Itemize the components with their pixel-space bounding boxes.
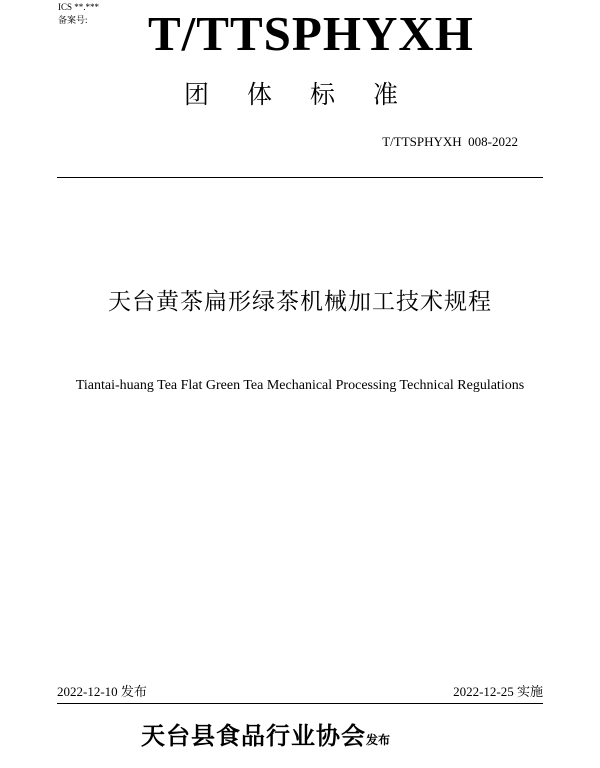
publisher-name: 天台县食品行业协会	[141, 722, 366, 750]
publisher-suffix: 发布	[366, 733, 391, 747]
standard-number: T/TTSPHYXH 008-2022	[382, 134, 518, 149]
document-title-chinese: 天台黄茶扁形绿茶机械加工技术规程	[108, 289, 492, 315]
implementation-date: 2022-12-25 实施	[453, 684, 543, 699]
standard-type-heading: 团体标准	[184, 80, 437, 109]
standard-logo-code: T/TTSPHYXH	[148, 6, 474, 61]
record-number-label: 备案号:	[58, 15, 88, 25]
publisher-line	[141, 721, 390, 755]
bottom-divider	[57, 703, 543, 704]
publish-date: 2022-12-10 发布	[57, 684, 147, 699]
document-title-english: Tiantai-huang Tea Flat Green Tea Mechanical Processing Technical Regulations	[75, 378, 525, 393]
ics-code: ICS **.***	[58, 2, 100, 12]
top-divider	[57, 177, 543, 178]
